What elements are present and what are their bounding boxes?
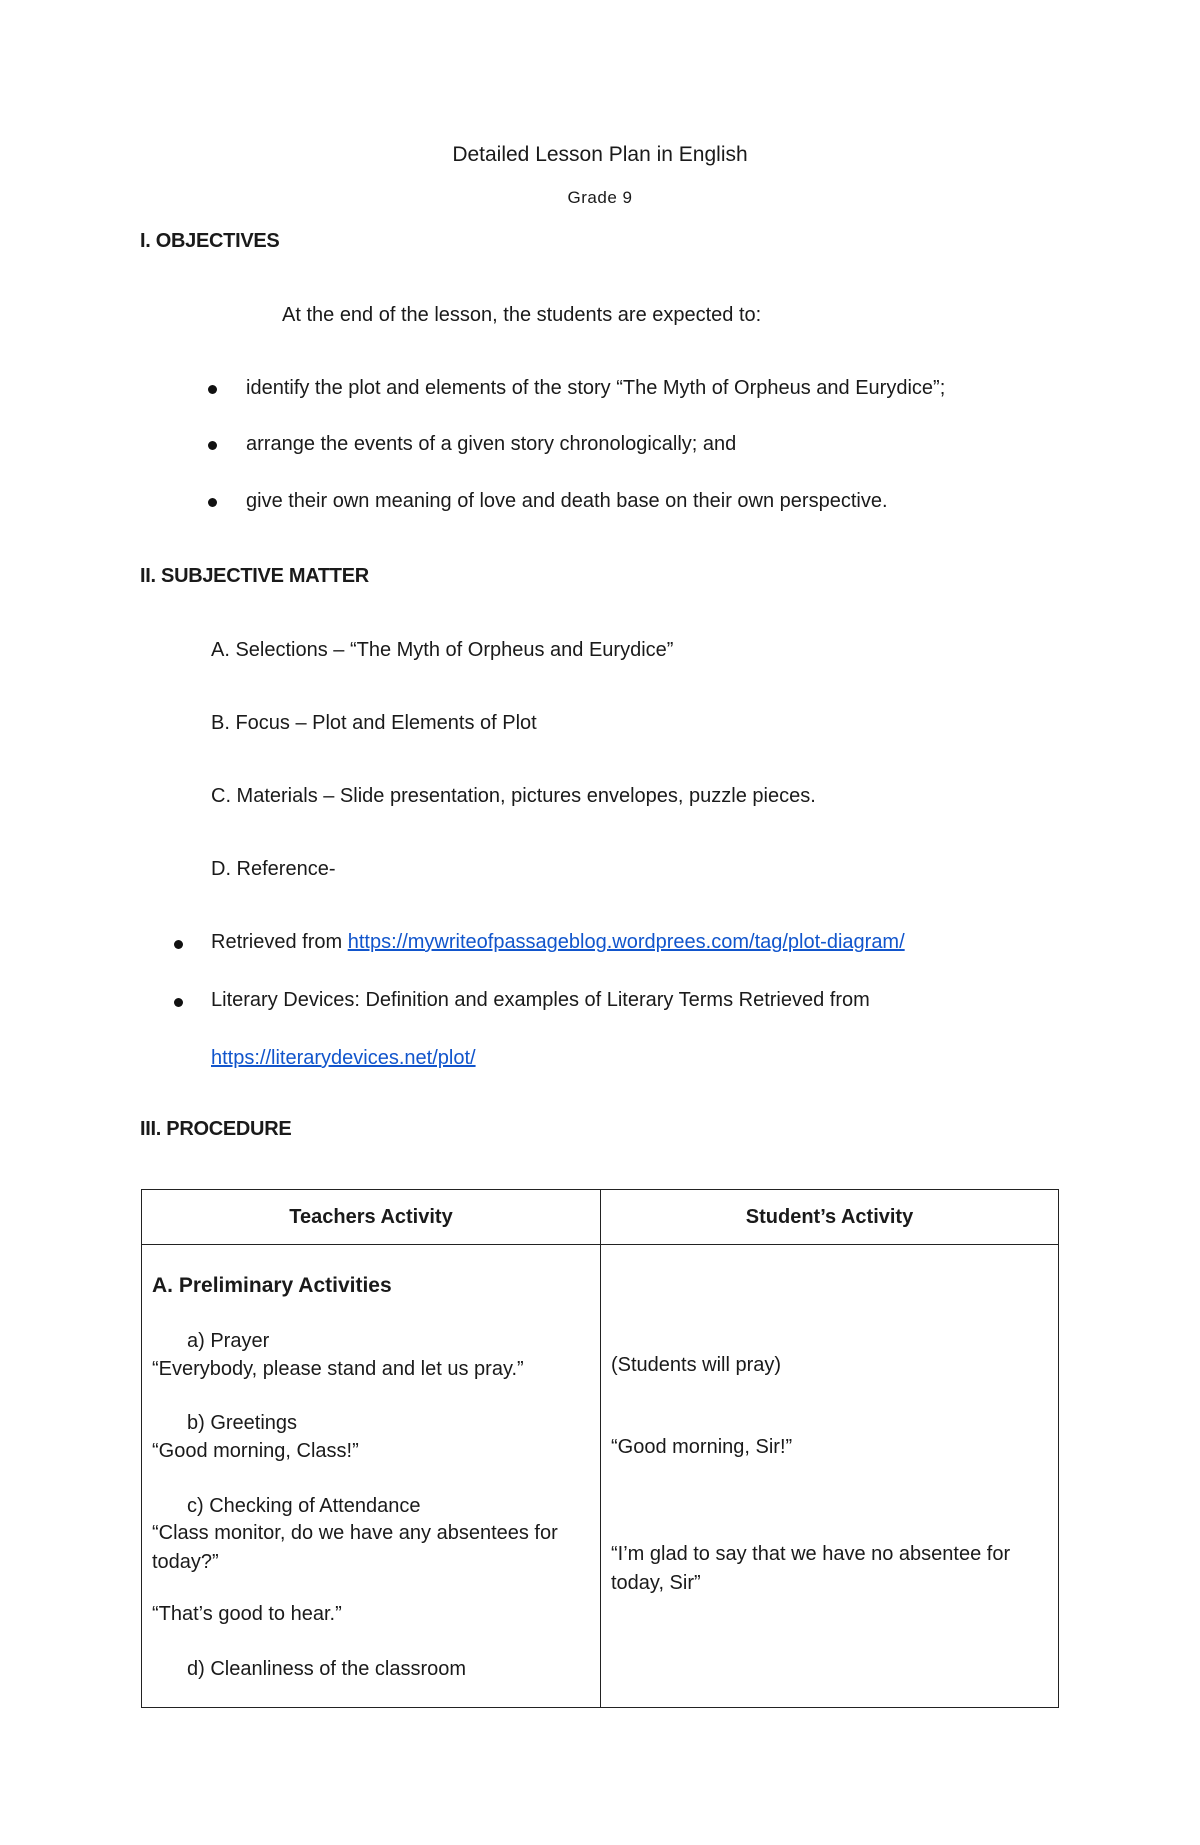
bullet-icon	[208, 385, 217, 394]
table-header-row	[142, 1190, 1059, 1245]
procedure-heading: III. PROCEDURE	[140, 1118, 292, 1140]
section-title: A. Preliminary Activities	[152, 1274, 392, 1297]
student-attendance: “I’m glad to say that we have no absentee for today, Sir”	[611, 1543, 1011, 1594]
student-prayer: (Students will pray)	[611, 1354, 782, 1376]
bullet-icon	[208, 498, 217, 507]
objective-item: arrange the events of a given story chronologically; and	[246, 433, 737, 455]
reference-item: Literary Devices: Definition and examples of Literary Terms Retrieved from	[211, 989, 870, 1011]
bullet-icon	[208, 441, 217, 450]
prayer-text: “Everybody, please stand and let us pray.”	[152, 1358, 524, 1380]
objectives-heading: I. OBJECTIVES	[140, 230, 280, 252]
teacher-column-header: Teachers Activity	[142, 1190, 601, 1245]
reference-item	[211, 1047, 476, 1070]
cleanliness-label: d) Cleanliness of the classroom	[187, 1658, 467, 1680]
table-row	[142, 1245, 1059, 1708]
materials-line: C. Materials – Slide presentation, pictures envelopes, puzzle pieces.	[211, 785, 816, 807]
procedure-table	[141, 1189, 1059, 1708]
greetings-text: “Good morning, Class!”	[152, 1440, 359, 1462]
reference-prefix: Retrieved from	[211, 931, 348, 953]
greetings-label: b) Greetings	[187, 1412, 298, 1434]
grade-label: Grade 9	[567, 188, 633, 207]
objective-item: identify the plot and elements of the story “The Myth of Orpheus and Eurydice”;	[246, 377, 946, 399]
selection-line: A. Selections – “The Myth of Orpheus and Eurydice”	[211, 639, 674, 661]
student-activity-cell	[601, 1245, 1059, 1708]
bullet-icon	[174, 940, 183, 949]
attendance-reply: “That’s good to hear.”	[152, 1603, 342, 1625]
bullet-icon	[174, 998, 183, 1007]
objectives-intro: At the end of the lesson, the students are expected to:	[282, 304, 762, 326]
focus-line: B. Focus – Plot and Elements of Plot	[211, 712, 537, 734]
reference-label: D. Reference-	[211, 858, 336, 880]
document-title: Detailed Lesson Plan in English	[452, 143, 748, 166]
subject-matter-heading: II. SUBJECTIVE MATTER	[140, 565, 369, 587]
prayer-label: a) Prayer	[187, 1330, 270, 1352]
teacher-activity-cell	[142, 1245, 601, 1708]
objective-item: give their own meaning of love and death base on their own perspective.	[246, 490, 888, 512]
attendance-label: c) Checking of Attendance	[187, 1495, 421, 1517]
reference-item	[211, 931, 905, 954]
reference-link[interactable]: https://literarydevices.net/plot/	[211, 1047, 476, 1069]
reference-link[interactable]: https://mywriteofpassageblog.wordprees.com/tag/plot-diagram/	[347, 931, 905, 953]
student-greeting: “Good morning, Sir!”	[611, 1436, 793, 1458]
attendance-text: “Class monitor, do we have any absentees for today?”	[152, 1522, 558, 1573]
student-column-header: Student’s Activity	[601, 1190, 1059, 1245]
